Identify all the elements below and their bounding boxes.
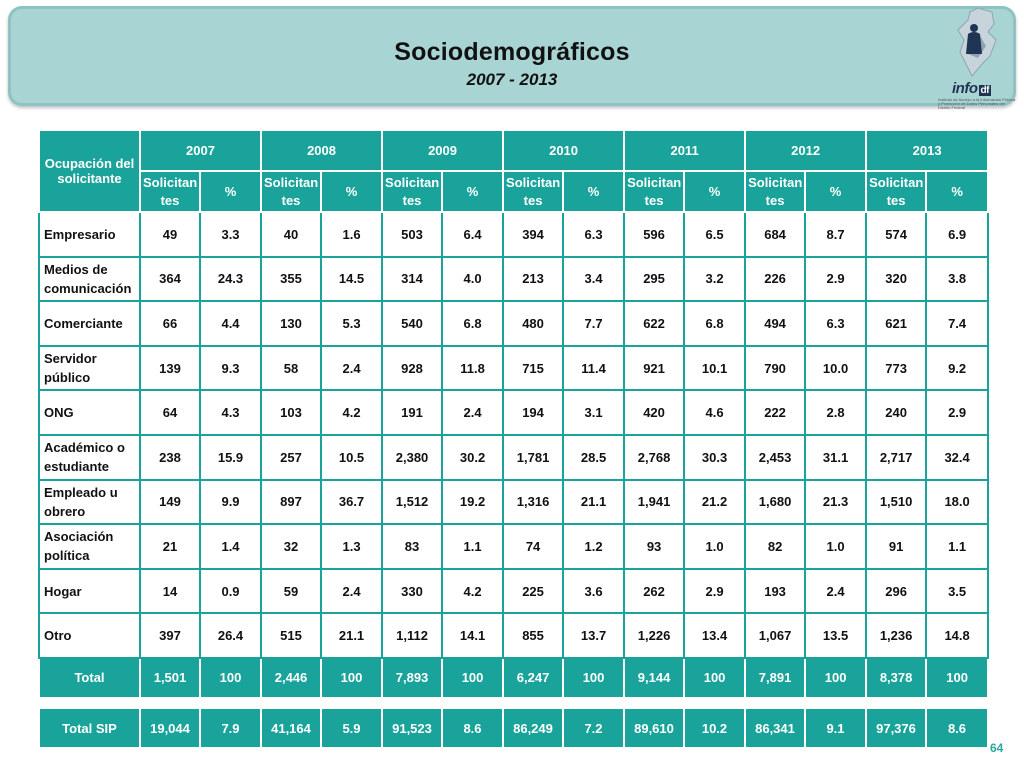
total-count-cell: 8,378 [866,658,926,698]
total-percent-cell: 100 [805,658,866,698]
count-cell: 1,226 [624,613,684,658]
count-cell: 194 [503,390,563,435]
percent-cell: 3.8 [926,257,988,302]
percent-cell: 6.9 [926,212,988,257]
row-label: Empresario [39,212,140,257]
total-sip-table [38,707,989,749]
percent-cell: 30.2 [442,435,503,480]
count-cell: 66 [140,301,200,346]
percent-cell: 11.4 [563,346,624,391]
percent-cell: 15.9 [200,435,261,480]
count-cell: 355 [261,257,321,302]
count-cell: 240 [866,390,926,435]
percent-cell: 2.8 [805,390,866,435]
count-cell: 257 [261,435,321,480]
total-sip-row [39,708,988,748]
count-cell: 1,680 [745,480,805,525]
count-cell: 540 [382,301,442,346]
row-label: Medios de comunicación [39,257,140,302]
percent-cell: 2.4 [805,569,866,614]
count-cell: 494 [745,301,805,346]
percent-cell: 6.4 [442,212,503,257]
count-cell: 503 [382,212,442,257]
row-label: Servidor público [39,346,140,391]
percent-cell: 1.0 [684,524,745,569]
sub-header-row [39,171,988,212]
occupation-table [38,129,989,699]
percent-cell: 6.8 [442,301,503,346]
percent-cell: 6.5 [684,212,745,257]
count-cell: 14 [140,569,200,614]
percent-subheader: % [926,171,988,212]
year-header: 2007 [140,130,261,171]
percent-cell: 36.7 [321,480,382,525]
count-cell: 420 [624,390,684,435]
percent-cell: 4.2 [442,569,503,614]
percent-cell: 4.3 [200,390,261,435]
sip-count-cell: 19,044 [140,708,200,748]
total-count-cell: 1,501 [140,658,200,698]
percent-cell: 32.4 [926,435,988,480]
total-count-cell: 9,144 [624,658,684,698]
count-subheader: Solicitan tes [503,171,563,212]
count-subheader: Solicitan tes [382,171,442,212]
sip-count-cell: 41,164 [261,708,321,748]
percent-subheader: % [805,171,866,212]
percent-cell: 10.1 [684,346,745,391]
percent-cell: 1.6 [321,212,382,257]
row-label: Hogar [39,569,140,614]
count-cell: 330 [382,569,442,614]
sip-count-cell: 89,610 [624,708,684,748]
percent-cell: 7.4 [926,301,988,346]
percent-cell: 6.3 [805,301,866,346]
count-cell: 295 [624,257,684,302]
percent-cell: 9.2 [926,346,988,391]
year-header: 2009 [382,130,503,171]
percent-cell: 14.1 [442,613,503,658]
count-cell: 314 [382,257,442,302]
table-row [39,569,988,614]
row-label: Empleado u obrero [39,480,140,525]
total-count-cell: 7,893 [382,658,442,698]
table-row [39,212,988,257]
count-cell: 1,941 [624,480,684,525]
year-header: 2008 [261,130,382,171]
row-label: Asociación política [39,524,140,569]
percent-cell: 3.6 [563,569,624,614]
row-label: Comerciante [39,301,140,346]
table-row [39,524,988,569]
percent-cell: 21.3 [805,480,866,525]
percent-cell: 1.2 [563,524,624,569]
percent-cell: 2.4 [321,569,382,614]
year-header-row [39,130,988,171]
count-cell: 193 [745,569,805,614]
table-row [39,301,988,346]
percent-cell: 13.5 [805,613,866,658]
total-percent-cell: 100 [321,658,382,698]
percent-cell: 3.4 [563,257,624,302]
sip-percent-cell: 5.9 [321,708,382,748]
count-cell: 897 [261,480,321,525]
total-label: Total [39,658,140,698]
count-cell: 91 [866,524,926,569]
count-cell: 21 [140,524,200,569]
count-cell: 480 [503,301,563,346]
count-cell: 855 [503,613,563,658]
percent-cell: 28.5 [563,435,624,480]
percent-cell: 18.0 [926,480,988,525]
percent-cell: 21.1 [563,480,624,525]
count-cell: 82 [745,524,805,569]
year-header: 2012 [745,130,866,171]
table-row [39,435,988,480]
count-cell: 103 [261,390,321,435]
count-cell: 1,316 [503,480,563,525]
percent-cell: 11.8 [442,346,503,391]
count-cell: 2,380 [382,435,442,480]
percent-cell: 2.9 [805,257,866,302]
percent-cell: 31.1 [805,435,866,480]
percent-subheader: % [563,171,624,212]
percent-cell: 8.7 [805,212,866,257]
percent-subheader: % [321,171,382,212]
count-cell: 93 [624,524,684,569]
count-cell: 394 [503,212,563,257]
sip-count-cell: 91,523 [382,708,442,748]
percent-cell: 4.0 [442,257,503,302]
count-cell: 58 [261,346,321,391]
total-count-cell: 2,446 [261,658,321,698]
percent-cell: 1.1 [926,524,988,569]
percent-cell: 1.1 [442,524,503,569]
percent-cell: 2.9 [926,390,988,435]
logo-text: info df [952,80,989,97]
total-row [39,658,988,698]
count-cell: 1,067 [745,613,805,658]
count-subheader: Solicitan tes [866,171,926,212]
percent-cell: 10.0 [805,346,866,391]
count-subheader: Solicitan tes [624,171,684,212]
count-cell: 40 [261,212,321,257]
table-row [39,257,988,302]
percent-cell: 24.3 [200,257,261,302]
total-percent-cell: 100 [563,658,624,698]
percent-cell: 14.8 [926,613,988,658]
total-count-cell: 6,247 [503,658,563,698]
count-cell: 928 [382,346,442,391]
total-percent-cell: 100 [926,658,988,698]
count-cell: 364 [140,257,200,302]
sip-count-cell: 86,341 [745,708,805,748]
count-cell: 2,717 [866,435,926,480]
percent-subheader: % [442,171,503,212]
count-cell: 1,112 [382,613,442,658]
count-cell: 49 [140,212,200,257]
percent-cell: 6.8 [684,301,745,346]
count-cell: 59 [261,569,321,614]
count-cell: 74 [503,524,563,569]
count-cell: 1,510 [866,480,926,525]
count-cell: 574 [866,212,926,257]
count-cell: 1,512 [382,480,442,525]
sip-percent-cell: 7.2 [563,708,624,748]
percent-cell: 26.4 [200,613,261,658]
percent-cell: 13.7 [563,613,624,658]
count-cell: 1,781 [503,435,563,480]
percent-cell: 10.5 [321,435,382,480]
count-cell: 149 [140,480,200,525]
count-cell: 397 [140,613,200,658]
total-percent-cell: 100 [684,658,745,698]
title-banner [8,6,1016,106]
count-cell: 515 [261,613,321,658]
sip-percent-cell: 10.2 [684,708,745,748]
count-subheader: Solicitan tes [140,171,200,212]
count-cell: 622 [624,301,684,346]
percent-cell: 13.4 [684,613,745,658]
count-cell: 773 [866,346,926,391]
sip-percent-cell: 8.6 [442,708,503,748]
percent-cell: 3.5 [926,569,988,614]
row-label: ONG [39,390,140,435]
page-number: 64 [990,741,1004,755]
percent-cell: 21.1 [321,613,382,658]
percent-cell: 3.3 [200,212,261,257]
count-subheader: Solicitan tes [261,171,321,212]
percent-cell: 19.2 [442,480,503,525]
percent-cell: 3.1 [563,390,624,435]
sip-percent-cell: 7.9 [200,708,261,748]
page-subtitle: 2007 - 2013 [466,70,558,89]
count-cell: 262 [624,569,684,614]
table-row [39,346,988,391]
count-cell: 139 [140,346,200,391]
percent-subheader: % [684,171,745,212]
percent-cell: 7.7 [563,301,624,346]
row-label: Académico o estudiante [39,435,140,480]
count-cell: 83 [382,524,442,569]
table-row [39,613,988,658]
percent-cell: 2.4 [442,390,503,435]
table-row [39,390,988,435]
percent-cell: 6.3 [563,212,624,257]
year-header: 2013 [866,130,988,171]
city-map-icon [938,6,1018,82]
count-cell: 32 [261,524,321,569]
count-cell: 238 [140,435,200,480]
infodf-logo [938,6,1018,110]
count-cell: 64 [140,390,200,435]
logo-fine-print: Instituto de Acceso a la Información Pública y Protección de Datos Personales del Distrito Federal [938,97,1016,110]
count-cell: 226 [745,257,805,302]
year-header: 2011 [624,130,745,171]
count-cell: 1,236 [866,613,926,658]
count-cell: 222 [745,390,805,435]
sip-percent-cell: 9.1 [805,708,866,748]
count-cell: 130 [261,301,321,346]
percent-cell: 9.3 [200,346,261,391]
count-subheader: Solicitan tes [745,171,805,212]
percent-cell: 4.4 [200,301,261,346]
percent-cell: 5.3 [321,301,382,346]
percent-cell: 21.2 [684,480,745,525]
count-cell: 596 [624,212,684,257]
sip-count-cell: 86,249 [503,708,563,748]
percent-subheader: % [200,171,261,212]
percent-cell: 1.4 [200,524,261,569]
percent-cell: 9.9 [200,480,261,525]
percent-cell: 3.2 [684,257,745,302]
percent-cell: 1.0 [805,524,866,569]
count-cell: 191 [382,390,442,435]
count-cell: 213 [503,257,563,302]
count-cell: 921 [624,346,684,391]
count-cell: 2,768 [624,435,684,480]
percent-cell: 2.4 [321,346,382,391]
page-title: Sociodemográficos [394,38,630,66]
total-sip-label: Total SIP [39,708,140,748]
count-cell: 320 [866,257,926,302]
table-row [39,480,988,525]
percent-cell: 0.9 [200,569,261,614]
total-count-cell: 7,891 [745,658,805,698]
row-label: Otro [39,613,140,658]
percent-cell: 14.5 [321,257,382,302]
percent-cell: 4.2 [321,390,382,435]
sip-percent-cell: 8.6 [926,708,988,748]
corner-header: Ocupación del solicitante [39,130,140,212]
count-cell: 621 [866,301,926,346]
total-percent-cell: 100 [442,658,503,698]
percent-cell: 1.3 [321,524,382,569]
count-cell: 790 [745,346,805,391]
sip-count-cell: 97,376 [866,708,926,748]
count-cell: 715 [503,346,563,391]
count-cell: 225 [503,569,563,614]
count-cell: 2,453 [745,435,805,480]
percent-cell: 30.3 [684,435,745,480]
total-percent-cell: 100 [200,658,261,698]
year-header: 2010 [503,130,624,171]
percent-cell: 2.9 [684,569,745,614]
count-cell: 684 [745,212,805,257]
percent-cell: 4.6 [684,390,745,435]
count-cell: 296 [866,569,926,614]
